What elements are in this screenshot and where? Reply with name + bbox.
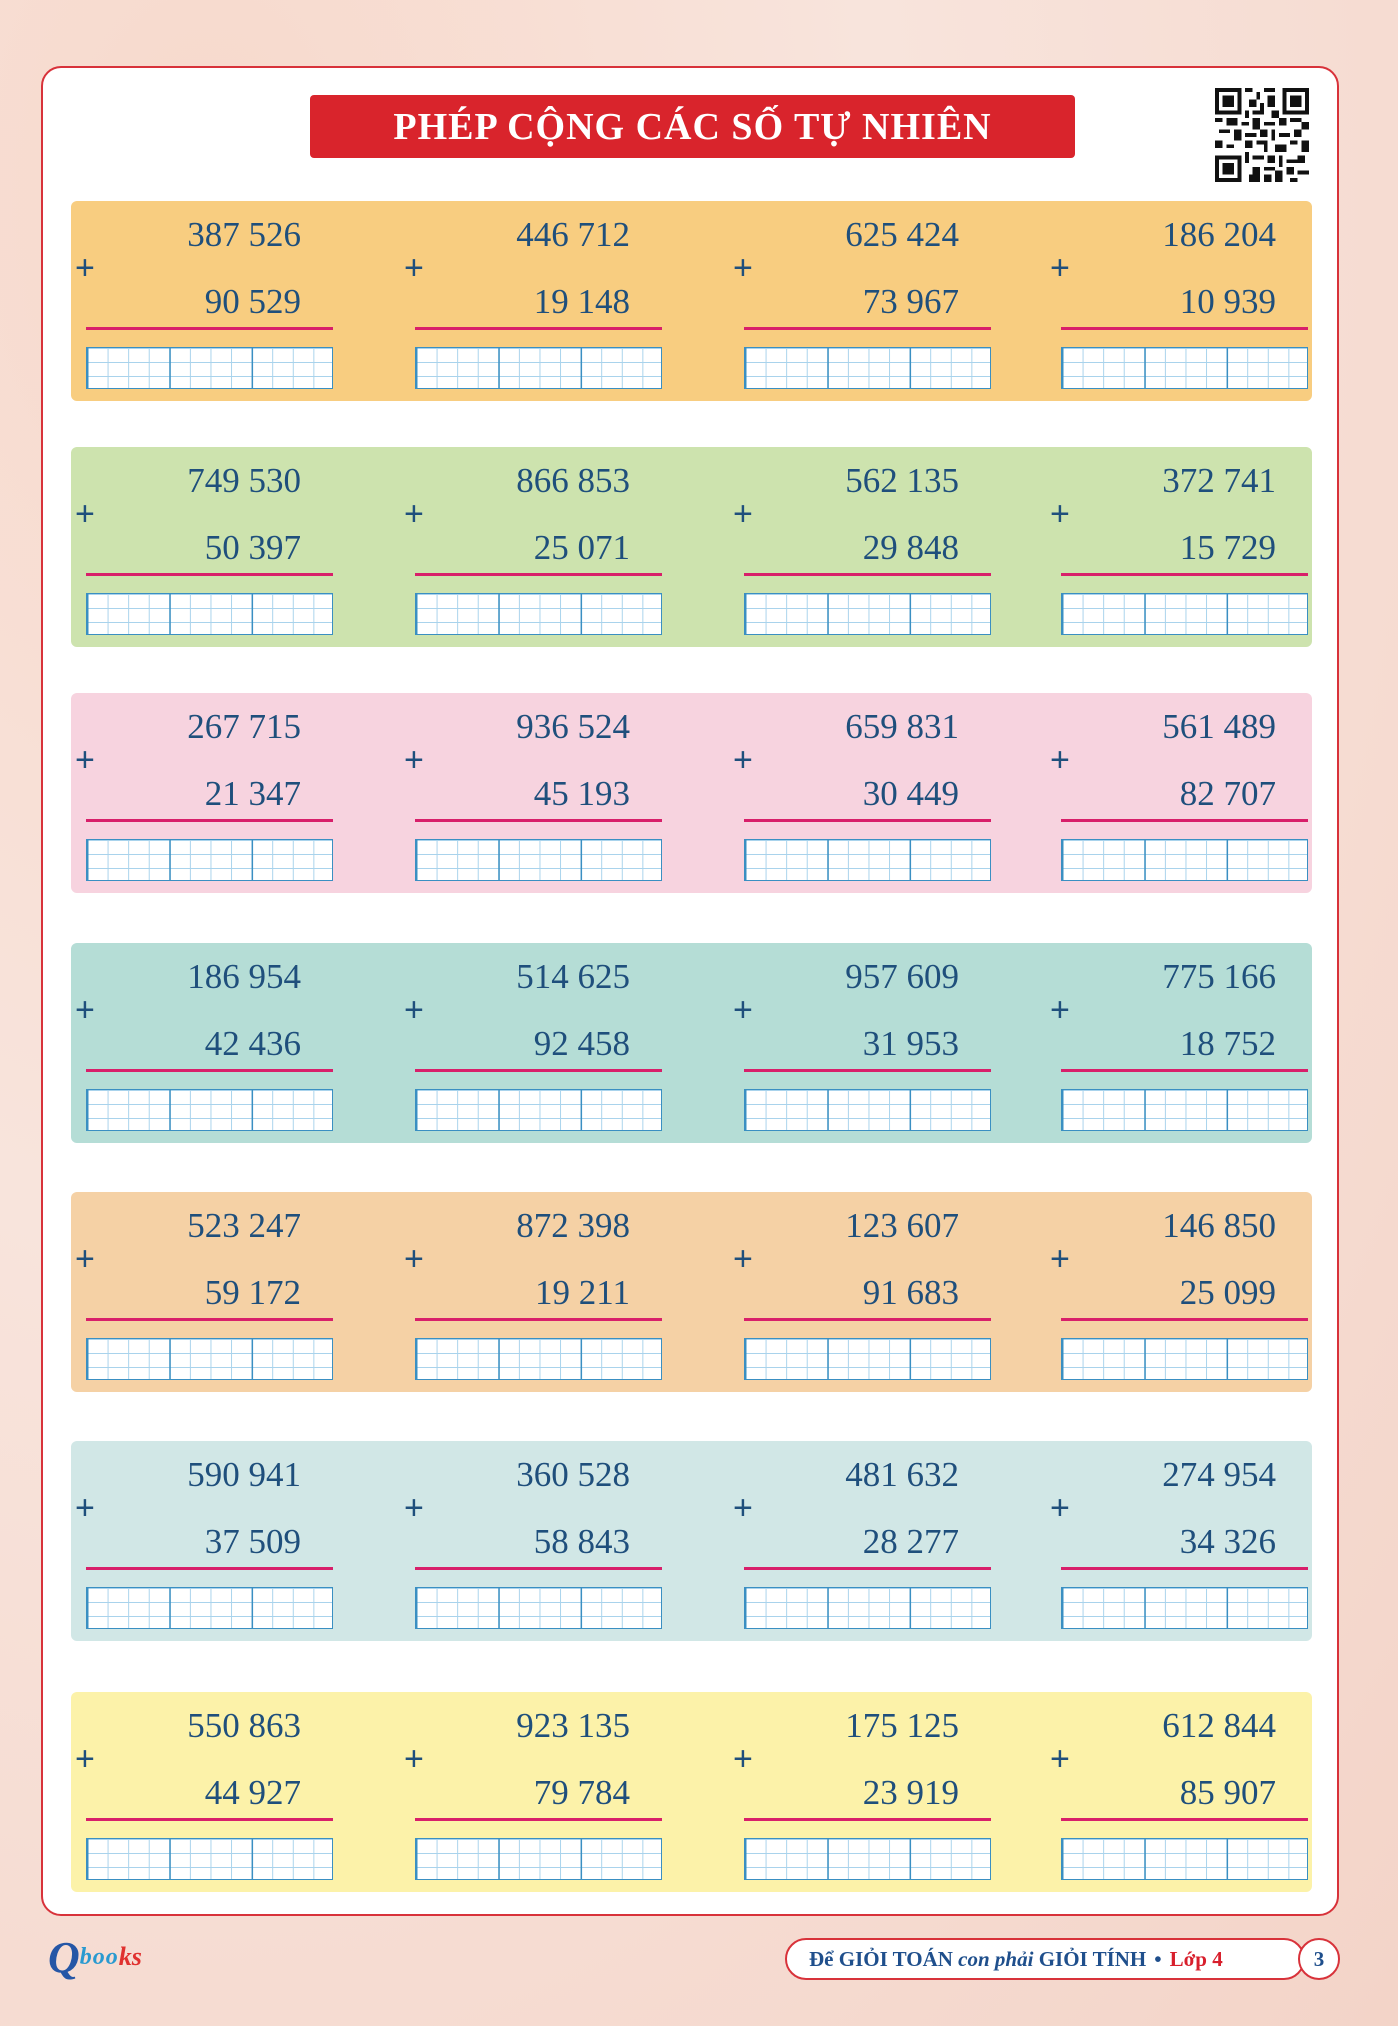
addition-problem bbox=[729, 943, 999, 1143]
addend-top: 523 247 bbox=[187, 1206, 301, 1245]
exercise-band bbox=[71, 1192, 1312, 1392]
addend-top: 360 528 bbox=[516, 1455, 630, 1494]
addend-top: 866 853 bbox=[516, 461, 630, 500]
answer-grid[interactable] bbox=[86, 1089, 333, 1131]
answer-grid[interactable] bbox=[744, 593, 991, 635]
addend-top: 957 609 bbox=[845, 957, 959, 996]
plus-sign: + bbox=[75, 1240, 95, 1278]
addend-top: 372 741 bbox=[1162, 461, 1276, 500]
sum-line bbox=[744, 1818, 991, 1821]
addition-problem bbox=[71, 1692, 341, 1892]
addend-top: 612 844 bbox=[1162, 1706, 1276, 1745]
addition-problem bbox=[71, 943, 341, 1143]
addition-problem bbox=[1046, 201, 1316, 401]
answer-grid[interactable] bbox=[415, 839, 662, 881]
addend-bottom: 34 326 bbox=[1179, 1522, 1276, 1561]
addition-problem bbox=[400, 447, 670, 647]
addend-bottom: 30 449 bbox=[862, 774, 959, 813]
answer-grid[interactable] bbox=[415, 1838, 662, 1880]
answer-grid[interactable] bbox=[1061, 1587, 1308, 1629]
plus-sign: + bbox=[404, 991, 424, 1029]
addend-top: 267 715 bbox=[187, 707, 301, 746]
addend-bottom: 25 099 bbox=[1179, 1273, 1276, 1312]
addend-top: 387 526 bbox=[187, 215, 301, 254]
answer-grid[interactable] bbox=[744, 347, 991, 389]
logo-boo: boo bbox=[79, 1943, 119, 1970]
addend-top: 175 125 bbox=[845, 1706, 959, 1745]
plus-sign: + bbox=[733, 1489, 753, 1527]
addend-top: 775 166 bbox=[1162, 957, 1276, 996]
answer-grid[interactable] bbox=[744, 1838, 991, 1880]
plus-sign: + bbox=[404, 495, 424, 533]
answer-grid[interactable] bbox=[86, 593, 333, 635]
tagline-bullet: • bbox=[1154, 1946, 1162, 1971]
addition-problem bbox=[729, 1692, 999, 1892]
sum-line bbox=[86, 819, 333, 822]
addend-bottom: 50 397 bbox=[204, 528, 301, 567]
addition-problem bbox=[729, 1441, 999, 1641]
plus-sign: + bbox=[75, 991, 95, 1029]
plus-sign: + bbox=[75, 495, 95, 533]
addition-problem bbox=[1046, 693, 1316, 893]
addend-top: 562 135 bbox=[845, 461, 959, 500]
plus-sign: + bbox=[733, 991, 753, 1029]
addition-problem bbox=[1046, 1692, 1316, 1892]
addend-top: 590 941 bbox=[187, 1455, 301, 1494]
plus-sign: + bbox=[75, 1489, 95, 1527]
addend-top: 123 607 bbox=[845, 1206, 959, 1245]
answer-grid[interactable] bbox=[86, 1838, 333, 1880]
addition-problem bbox=[729, 447, 999, 647]
addition-problem bbox=[400, 943, 670, 1143]
sum-line bbox=[86, 573, 333, 576]
plus-sign: + bbox=[1050, 1240, 1070, 1278]
answer-grid[interactable] bbox=[1061, 1338, 1308, 1380]
exercise-band bbox=[71, 943, 1312, 1143]
sum-line bbox=[744, 1567, 991, 1570]
addend-bottom: 37 509 bbox=[204, 1522, 301, 1561]
answer-grid[interactable] bbox=[415, 1338, 662, 1380]
addition-problem bbox=[400, 1192, 670, 1392]
addend-bottom: 85 907 bbox=[1179, 1773, 1276, 1812]
addend-bottom: 58 843 bbox=[533, 1522, 630, 1561]
answer-grid[interactable] bbox=[415, 347, 662, 389]
plus-sign: + bbox=[75, 741, 95, 779]
addend-top: 659 831 bbox=[845, 707, 959, 746]
exercise-band bbox=[71, 201, 1312, 401]
answer-grid[interactable] bbox=[744, 1089, 991, 1131]
logo-ks: ks bbox=[118, 1942, 142, 1971]
addition-problem bbox=[400, 201, 670, 401]
answer-grid[interactable] bbox=[744, 839, 991, 881]
addend-bottom: 82 707 bbox=[1179, 774, 1276, 813]
tagline-part2: con phải bbox=[958, 1946, 1034, 1971]
addition-problem bbox=[400, 693, 670, 893]
plus-sign: + bbox=[75, 249, 95, 287]
sum-line bbox=[1061, 1069, 1308, 1072]
logo-q: Q bbox=[48, 1932, 80, 1982]
addition-problem bbox=[71, 1192, 341, 1392]
addend-bottom: 42 436 bbox=[204, 1024, 301, 1063]
plus-sign: + bbox=[75, 1740, 95, 1778]
addend-bottom: 91 683 bbox=[862, 1273, 959, 1312]
addend-top: 561 489 bbox=[1162, 707, 1276, 746]
plus-sign: + bbox=[404, 741, 424, 779]
addend-bottom: 25 071 bbox=[533, 528, 630, 567]
sum-line bbox=[415, 573, 662, 576]
answer-grid[interactable] bbox=[1061, 1089, 1308, 1131]
addend-bottom: 29 848 bbox=[862, 528, 959, 567]
plus-sign: + bbox=[1050, 249, 1070, 287]
sum-line bbox=[1061, 1818, 1308, 1821]
sum-line bbox=[415, 1567, 662, 1570]
addend-bottom: 19 211 bbox=[535, 1273, 630, 1312]
plus-sign: + bbox=[404, 1240, 424, 1278]
qbooks-logo bbox=[48, 1932, 142, 1982]
addend-bottom: 45 193 bbox=[533, 774, 630, 813]
answer-grid[interactable] bbox=[1061, 1838, 1308, 1880]
plus-sign: + bbox=[733, 741, 753, 779]
sum-line bbox=[415, 1069, 662, 1072]
addend-bottom: 21 347 bbox=[204, 774, 301, 813]
answer-grid[interactable] bbox=[1061, 593, 1308, 635]
addition-problem bbox=[729, 201, 999, 401]
answer-grid[interactable] bbox=[1061, 347, 1308, 389]
addition-problem bbox=[729, 1192, 999, 1392]
plus-sign: + bbox=[404, 1489, 424, 1527]
sum-line bbox=[86, 1318, 333, 1321]
sum-line bbox=[415, 819, 662, 822]
sum-line bbox=[86, 327, 333, 330]
addend-bottom: 18 752 bbox=[1179, 1024, 1276, 1063]
qr-code[interactable] bbox=[1215, 88, 1309, 182]
exercise-band bbox=[71, 447, 1312, 647]
addend-bottom: 73 967 bbox=[862, 282, 959, 321]
answer-grid[interactable] bbox=[1061, 839, 1308, 881]
addition-problem bbox=[729, 693, 999, 893]
exercise-band bbox=[71, 693, 1312, 893]
addend-bottom: 90 529 bbox=[204, 282, 301, 321]
sum-line bbox=[86, 1818, 333, 1821]
addend-top: 274 954 bbox=[1162, 1455, 1276, 1494]
answer-grid[interactable] bbox=[86, 1587, 333, 1629]
addend-top: 923 135 bbox=[516, 1706, 630, 1745]
sum-line bbox=[1061, 1567, 1308, 1570]
addend-bottom: 44 927 bbox=[204, 1773, 301, 1812]
addend-top: 186 204 bbox=[1162, 215, 1276, 254]
plus-sign: + bbox=[1050, 741, 1070, 779]
addend-top: 146 850 bbox=[1162, 1206, 1276, 1245]
addend-top: 446 712 bbox=[516, 215, 630, 254]
addend-bottom: 19 148 bbox=[533, 282, 630, 321]
answer-grid[interactable] bbox=[415, 1587, 662, 1629]
sum-line bbox=[1061, 1318, 1308, 1321]
addition-problem bbox=[71, 447, 341, 647]
addend-bottom: 28 277 bbox=[862, 1522, 959, 1561]
plus-sign: + bbox=[1050, 1489, 1070, 1527]
sum-line bbox=[1061, 819, 1308, 822]
tagline-part1: Để GIỎI TOÁN bbox=[809, 1946, 953, 1971]
addend-bottom: 15 729 bbox=[1179, 528, 1276, 567]
footer-tagline bbox=[785, 1938, 1305, 1980]
sum-line bbox=[1061, 573, 1308, 576]
addend-top: 749 530 bbox=[187, 461, 301, 500]
sum-line bbox=[415, 1818, 662, 1821]
addend-top: 514 625 bbox=[516, 957, 630, 996]
plus-sign: + bbox=[1050, 1740, 1070, 1778]
answer-grid[interactable] bbox=[86, 1338, 333, 1380]
addition-problem bbox=[1046, 447, 1316, 647]
addend-bottom: 59 172 bbox=[204, 1273, 301, 1312]
sum-line bbox=[744, 1069, 991, 1072]
plus-sign: + bbox=[1050, 991, 1070, 1029]
plus-sign: + bbox=[733, 249, 753, 287]
answer-grid[interactable] bbox=[744, 1338, 991, 1380]
addition-problem bbox=[400, 1441, 670, 1641]
grade-label: Lớp 4 bbox=[1169, 1946, 1223, 1971]
addition-problem bbox=[71, 1441, 341, 1641]
answer-grid[interactable] bbox=[415, 593, 662, 635]
addend-top: 936 524 bbox=[516, 707, 630, 746]
addition-problem bbox=[1046, 943, 1316, 1143]
plus-sign: + bbox=[733, 495, 753, 533]
addend-bottom: 23 919 bbox=[862, 1773, 959, 1812]
page-number: 3 bbox=[1298, 1938, 1340, 1980]
plus-sign: + bbox=[733, 1740, 753, 1778]
addition-problem bbox=[400, 1692, 670, 1892]
sum-line bbox=[1061, 327, 1308, 330]
addend-bottom: 10 939 bbox=[1179, 282, 1276, 321]
addend-top: 872 398 bbox=[516, 1206, 630, 1245]
addition-problem bbox=[71, 201, 341, 401]
sum-line bbox=[744, 1318, 991, 1321]
answer-grid[interactable] bbox=[415, 1089, 662, 1131]
exercise-band bbox=[71, 1692, 1312, 1892]
qr-code-icon bbox=[1215, 88, 1309, 182]
tagline-part3: GIỎI TÍNH bbox=[1038, 1946, 1147, 1971]
sum-line bbox=[415, 1318, 662, 1321]
plus-sign: + bbox=[733, 1240, 753, 1278]
addition-problem bbox=[1046, 1192, 1316, 1392]
answer-grid[interactable] bbox=[86, 347, 333, 389]
addend-bottom: 31 953 bbox=[862, 1024, 959, 1063]
sum-line bbox=[744, 327, 991, 330]
sum-line bbox=[86, 1069, 333, 1072]
sum-line bbox=[86, 1567, 333, 1570]
answer-grid[interactable] bbox=[744, 1587, 991, 1629]
plus-sign: + bbox=[404, 249, 424, 287]
addend-top: 186 954 bbox=[187, 957, 301, 996]
sum-line bbox=[744, 819, 991, 822]
exercise-band bbox=[71, 1441, 1312, 1641]
addition-problem bbox=[71, 693, 341, 893]
addition-problem bbox=[1046, 1441, 1316, 1641]
sum-line bbox=[415, 327, 662, 330]
answer-grid[interactable] bbox=[86, 839, 333, 881]
addend-bottom: 92 458 bbox=[533, 1024, 630, 1063]
plus-sign: + bbox=[1050, 495, 1070, 533]
page-title: PHÉP CỘNG CÁC SỐ TỰ NHIÊN bbox=[310, 95, 1075, 158]
addend-top: 625 424 bbox=[845, 215, 959, 254]
addend-bottom: 79 784 bbox=[533, 1773, 630, 1812]
addend-top: 550 863 bbox=[187, 1706, 301, 1745]
sum-line bbox=[744, 573, 991, 576]
addend-top: 481 632 bbox=[845, 1455, 959, 1494]
plus-sign: + bbox=[404, 1740, 424, 1778]
